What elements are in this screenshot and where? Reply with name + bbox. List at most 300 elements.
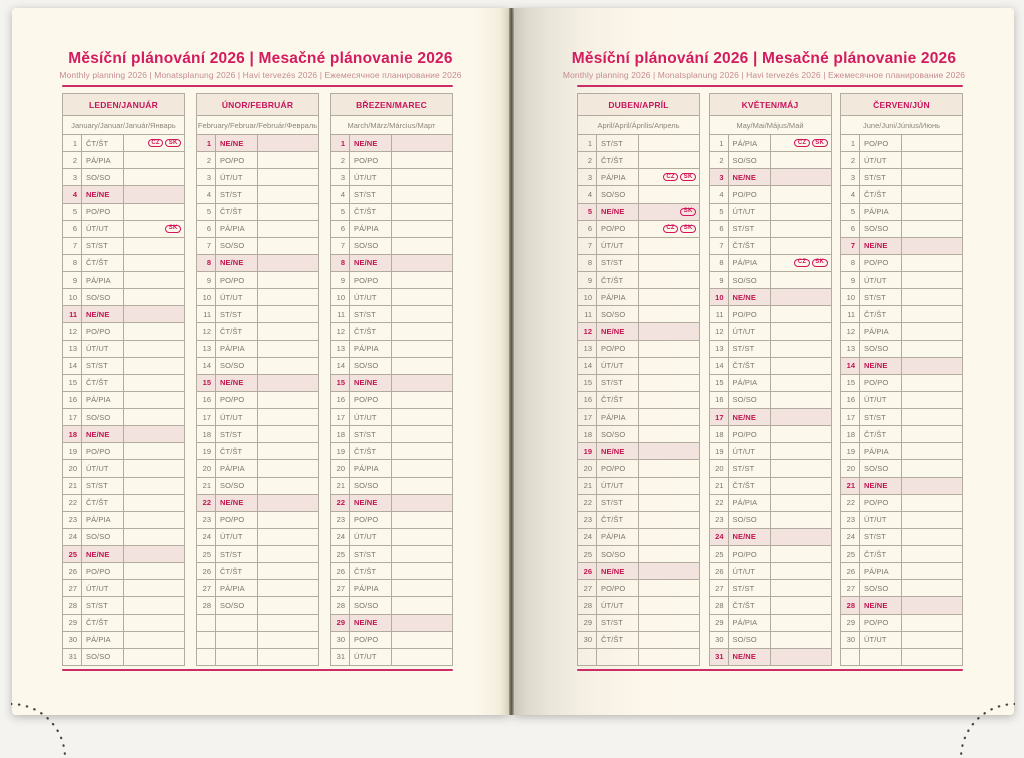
day-notes-cell [639,460,699,476]
day-name-cell: ST/ST [860,169,902,185]
day-name-cell: SO/SO [729,512,771,528]
day-name-cell: NE/NE [216,375,258,391]
day-number-cell: 2 [63,152,82,168]
day-number-cell: 23 [841,512,860,528]
day-notes-cell [639,255,699,271]
day-number-cell: 28 [63,597,82,613]
day-name-cell: ČT/ŠT [729,238,771,254]
day-name-cell: NE/NE [860,358,902,374]
day-name-cell: SO/SO [216,597,258,613]
day-row [197,426,318,443]
day-number-cell: 15 [197,375,216,391]
day-name-cell: PÁ/PIA [82,632,124,648]
day-notes-cell [902,546,962,562]
day-notes-cell [124,255,184,271]
month-subtitle: May/Mai/Május/Май [710,116,831,135]
day-number-cell: 21 [331,478,350,494]
day-row [197,375,318,392]
day-row [841,238,962,255]
day-row [331,323,452,340]
day-name-cell: ÚT/UT [729,443,771,459]
day-number-cell: 13 [841,341,860,357]
day-row [841,460,962,477]
day-row [63,289,184,306]
day-name-cell: ST/ST [729,460,771,476]
day-notes-cell [392,632,452,648]
holiday-badge-sk: SK [165,225,181,233]
day-notes-cell [124,478,184,494]
day-notes-cell [258,495,318,511]
day-row [63,169,184,186]
day-notes-cell [392,186,452,202]
day-name-cell: NE/NE [350,615,392,631]
day-row [841,152,962,169]
day-name-cell: PÁ/PIA [216,580,258,596]
day-notes-cell [639,186,699,202]
day-row [710,135,831,152]
empty-day-row [197,632,318,649]
day-notes-cell [639,529,699,545]
day-row [710,546,831,563]
day-name-cell: PO/PO [729,426,771,442]
day-notes-cell [771,529,831,545]
bottom-rule [62,669,453,671]
day-notes-cell [902,204,962,220]
day-notes-cell [124,392,184,408]
day-row [841,580,962,597]
day-number-cell: 10 [197,289,216,305]
day-row [841,289,962,306]
day-row [841,221,962,238]
day-notes-cell [639,135,699,151]
day-number-cell: 29 [578,615,597,631]
day-name-cell: PO/PO [597,341,639,357]
day-number-cell: 28 [331,597,350,613]
day-row [63,341,184,358]
day-name-cell: ČT/ŠT [216,443,258,459]
day-row [710,169,831,186]
day-name-cell [216,632,258,648]
day-row [331,186,452,203]
day-name-cell: ST/ST [82,238,124,254]
title-rule [577,85,963,87]
day-name-cell: ÚT/UT [860,632,902,648]
day-number-cell: 4 [331,186,350,202]
day-notes-cell [639,478,699,494]
months-row-right [577,93,963,666]
day-row [841,615,962,632]
day-name-cell: ČT/ŠT [729,358,771,374]
day-name-cell: PÁ/PIA [216,221,258,237]
day-notes-cell [392,460,452,476]
day-row [197,341,318,358]
day-row [197,238,318,255]
day-name-cell: PÁ/PIA [860,563,902,579]
day-name-cell: ST/ST [350,186,392,202]
day-notes-cell [258,460,318,476]
day-row [710,306,831,323]
day-number-cell: 20 [841,460,860,476]
day-row [63,272,184,289]
day-notes-cell [124,597,184,613]
day-name-cell: SO/SO [729,632,771,648]
holiday-badge-cz: CZ [148,139,163,147]
day-notes-cell [392,563,452,579]
day-row [841,255,962,272]
day-number-cell: 20 [197,460,216,476]
day-number-cell: 24 [63,529,82,545]
empty-day-row [197,649,318,665]
day-number-cell [841,649,860,665]
day-number-cell: 1 [197,135,216,151]
day-row [710,323,831,340]
day-row [197,272,318,289]
day-name-cell: PO/PO [597,580,639,596]
day-row [841,546,962,563]
day-notes-cell [902,306,962,322]
day-notes-cell [124,152,184,168]
day-name-cell: ČT/ŠT [860,306,902,322]
day-name-cell: SO/SO [597,546,639,562]
day-name-cell: PÁ/PIA [82,272,124,288]
day-row [331,255,452,272]
holiday-badge-cz: CZ [794,139,809,147]
day-name-cell: PÁ/PIA [729,615,771,631]
day-notes-cell [639,632,699,648]
day-number-cell: 9 [841,272,860,288]
day-row [841,495,962,512]
day-notes-cell [392,221,452,237]
day-number-cell: 31 [331,649,350,665]
day-notes-cell [392,615,452,631]
day-number-cell: 12 [331,323,350,339]
day-number-cell: 10 [331,289,350,305]
day-name-cell: ČT/ŠT [860,546,902,562]
day-name-cell [860,649,902,665]
day-name-cell: PO/PO [860,615,902,631]
day-row [578,272,699,289]
day-name-cell: NE/NE [729,409,771,425]
day-notes-cell [639,152,699,168]
day-notes-cell [258,615,318,631]
day-row [63,186,184,203]
day-number-cell: 16 [331,392,350,408]
day-notes-cell [639,341,699,357]
day-name-cell: NE/NE [82,546,124,562]
day-name-cell: ÚT/UT [82,580,124,596]
day-notes-cell [258,186,318,202]
day-name-cell: ÚT/UT [860,152,902,168]
day-name-cell: PO/PO [860,375,902,391]
day-row [710,272,831,289]
day-row [331,426,452,443]
day-notes-cell [639,546,699,562]
day-row [63,495,184,512]
day-number-cell: 21 [578,478,597,494]
day-number-cell: 30 [841,632,860,648]
day-notes-cell [639,580,699,596]
day-name-cell: ÚT/UT [860,512,902,528]
day-notes-cell [902,478,962,494]
day-name-cell [597,649,639,665]
day-name-cell: ČT/ŠT [729,478,771,494]
day-notes-cell [124,169,184,185]
day-name-cell: ÚT/UT [729,323,771,339]
day-name-cell: ST/ST [216,186,258,202]
day-row [197,392,318,409]
day-number-cell: 11 [710,306,729,322]
day-name-cell: ÚT/UT [216,529,258,545]
day-row [197,597,318,614]
day-notes-cell [639,323,699,339]
day-row [841,272,962,289]
day-name-cell: PÁ/PIA [729,255,771,271]
day-row [578,358,699,375]
day-name-cell: SO/SO [216,238,258,254]
day-name-cell: ČT/ŠT [597,512,639,528]
day-number-cell: 11 [578,306,597,322]
day-name-cell: ST/ST [350,306,392,322]
day-number-cell: 15 [710,375,729,391]
day-row [197,135,318,152]
day-name-cell: PO/PO [729,306,771,322]
day-number-cell: 31 [63,649,82,665]
day-row [710,341,831,358]
day-name-cell: SO/SO [860,341,902,357]
day-number-cell: 29 [710,615,729,631]
day-row [578,221,699,238]
day-name-cell: PO/PO [729,186,771,202]
day-number-cell: 1 [63,135,82,151]
day-name-cell: ČT/ŠT [216,563,258,579]
day-name-cell: ST/ST [216,546,258,562]
day-row [578,306,699,323]
day-row [578,478,699,495]
day-number-cell: 2 [578,152,597,168]
day-number-cell: 19 [710,443,729,459]
day-name-cell: PÁ/PIA [82,152,124,168]
day-notes-cell [902,169,962,185]
day-row [197,204,318,221]
day-name-cell: PÁ/PIA [216,341,258,357]
day-name-cell: ST/ST [216,306,258,322]
day-notes-cell [902,443,962,459]
day-notes-cell [902,563,962,579]
day-number-cell: 14 [578,358,597,374]
day-number-cell: 22 [578,495,597,511]
day-notes-cell [392,358,452,374]
day-notes-cell [392,580,452,596]
day-name-cell: ST/ST [82,597,124,613]
day-name-cell: ČT/ŠT [82,255,124,271]
day-number-cell: 11 [197,306,216,322]
day-number-cell: 13 [710,341,729,357]
day-name-cell: PÁ/PIA [597,289,639,305]
day-row [578,186,699,203]
day-notes-cell [639,512,699,528]
day-number-cell: 6 [578,221,597,237]
day-notes-cell [639,426,699,442]
day-notes-cell [771,238,831,254]
day-number-cell [578,649,597,665]
day-name-cell: ČT/ŠT [350,204,392,220]
day-number-cell: 19 [197,443,216,459]
day-name-cell: ČT/ŠT [82,375,124,391]
day-row [710,495,831,512]
day-notes-cell [392,426,452,442]
day-number-cell: 22 [63,495,82,511]
day-number-cell: 28 [578,597,597,613]
day-number-cell: 30 [578,632,597,648]
day-name-cell: ST/ST [597,495,639,511]
day-name-cell: ÚT/UT [82,460,124,476]
day-row [331,272,452,289]
day-number-cell: 26 [710,563,729,579]
day-notes-cell [258,323,318,339]
day-row [331,135,452,152]
day-notes-cell [771,409,831,425]
day-number-cell: 3 [331,169,350,185]
day-number-cell: 22 [710,495,729,511]
day-name-cell: ČT/ŠT [216,323,258,339]
day-number-cell: 2 [197,152,216,168]
day-number-cell: 15 [841,375,860,391]
day-notes-cell [392,306,452,322]
day-row [331,597,452,614]
day-number-cell: 23 [63,512,82,528]
day-number-cell: 19 [578,443,597,459]
day-row [63,443,184,460]
holiday-badge-cz: CZ [663,173,678,181]
day-row [710,460,831,477]
day-notes-cell [392,529,452,545]
month-subtitle: January/Januar/Január/Январь [63,116,184,135]
day-number-cell: 27 [578,580,597,596]
day-notes-cell [124,615,184,631]
page-subtitle: Monthly planning 2026 | Monatsplanung 2026 | Havi tervezés 2026 | Ежемесячное планирование 2026 [562,70,966,80]
day-name-cell: ST/ST [82,358,124,374]
day-notes-cell [771,649,831,665]
day-row [63,615,184,632]
day-number-cell: 29 [63,615,82,631]
day-name-cell: PO/PO [860,135,902,151]
day-notes-cell [392,341,452,357]
day-row [63,632,184,649]
day-row [578,238,699,255]
day-name-cell: ST/ST [729,221,771,237]
day-number-cell: 17 [63,409,82,425]
day-notes-cell [902,495,962,511]
day-row [331,495,452,512]
day-notes-cell [124,563,184,579]
day-notes-cell [902,221,962,237]
day-number-cell: 28 [197,597,216,613]
day-notes-cell [124,135,184,151]
day-name-cell: ST/ST [860,409,902,425]
day-number-cell: 8 [710,255,729,271]
day-name-cell: SO/SO [82,529,124,545]
day-row [710,375,831,392]
day-row [197,478,318,495]
day-name-cell: ÚT/UT [729,563,771,579]
day-number-cell: 30 [710,632,729,648]
day-notes-cell [639,358,699,374]
day-row [841,375,962,392]
day-row [841,443,962,460]
day-number-cell: 9 [63,272,82,288]
day-number-cell: 30 [331,632,350,648]
day-name-cell: PO/PO [216,152,258,168]
day-name-cell: PO/PO [350,272,392,288]
day-notes-cell [258,478,318,494]
day-number-cell: 6 [710,221,729,237]
day-name-cell: PÁ/PIA [729,495,771,511]
day-notes-cell [639,443,699,459]
month-header: KVĚTEN/MÁJ [710,94,831,116]
day-name-cell: PÁ/PIA [860,204,902,220]
day-number-cell: 24 [331,529,350,545]
day-notes-cell [639,392,699,408]
day-notes-cell [639,169,699,185]
day-number-cell: 16 [63,392,82,408]
day-number-cell: 25 [331,546,350,562]
day-name-cell: SO/SO [82,409,124,425]
day-name-cell: PÁ/PIA [82,392,124,408]
day-name-cell: PÁ/PIA [82,512,124,528]
day-notes-cell [902,460,962,476]
page-title: Měsíční plánování 2026 | Mesačné plánovanie 2026 [68,50,453,67]
day-number-cell: 15 [578,375,597,391]
day-row [710,512,831,529]
day-row [841,512,962,529]
day-name-cell: ST/ST [216,426,258,442]
day-number-cell: 20 [710,460,729,476]
day-name-cell: ČT/ŠT [82,135,124,151]
day-name-cell: SO/SO [597,306,639,322]
day-number-cell: 26 [197,563,216,579]
day-notes-cell [392,649,452,665]
day-name-cell: ČT/ŠT [597,632,639,648]
day-number-cell: 26 [63,563,82,579]
day-name-cell: SO/SO [729,392,771,408]
day-notes-cell [902,323,962,339]
day-number-cell: 3 [197,169,216,185]
day-row [710,186,831,203]
day-row [841,426,962,443]
day-row [331,221,452,238]
day-name-cell: ST/ST [729,580,771,596]
day-row [331,341,452,358]
day-row [331,460,452,477]
day-number-cell: 12 [710,323,729,339]
day-row [63,580,184,597]
day-row [710,255,831,272]
day-name-cell: SO/SO [350,238,392,254]
day-number-cell: 7 [63,238,82,254]
day-name-cell: ČT/ŠT [597,152,639,168]
left-page [12,8,509,715]
day-name-cell: ST/ST [860,529,902,545]
day-number-cell: 27 [710,580,729,596]
holiday-badge-sk: SK [680,225,696,233]
day-number-cell: 13 [197,341,216,357]
empty-day-row [841,649,962,665]
day-name-cell: PO/PO [597,460,639,476]
day-row [710,392,831,409]
day-name-cell: PO/PO [350,512,392,528]
day-name-cell: NE/NE [216,135,258,151]
day-notes-cell [639,615,699,631]
